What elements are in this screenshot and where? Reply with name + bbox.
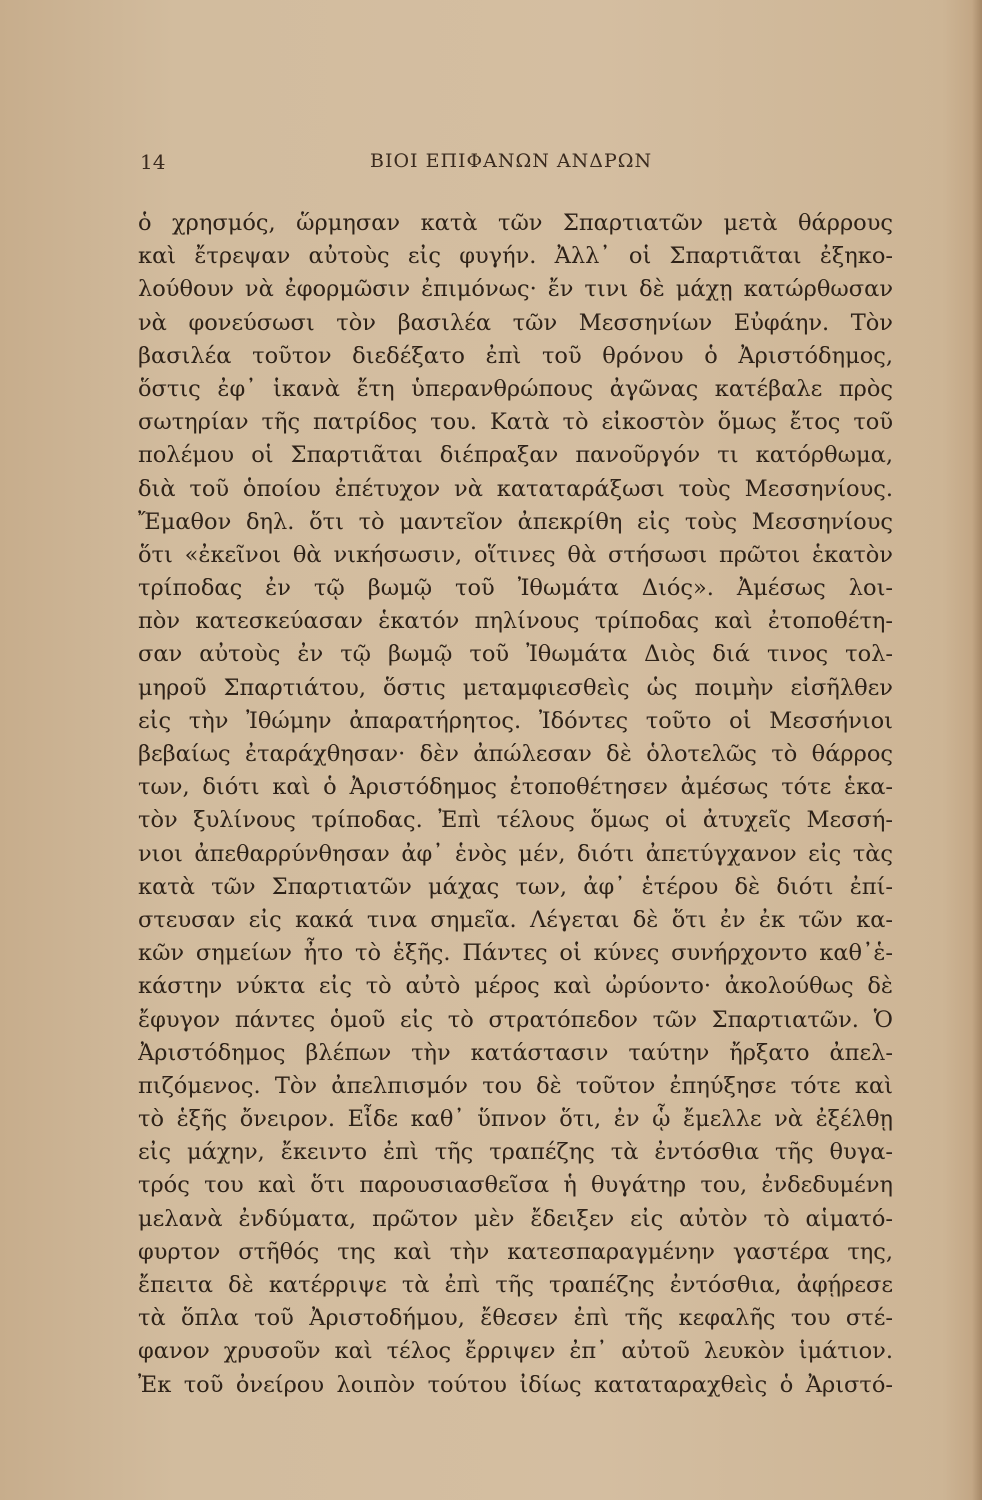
text-line: πολέμου οἱ Σπαρτιᾶται διέπραξαν πανοῦργόν τι κατόρθωμα, bbox=[138, 442, 893, 469]
text-line: κατὰ τῶν Σπαρτιατῶν μάχας των, ἀφ᾽ ἑτέρου δὲ διότι ἐπί- bbox=[138, 873, 893, 900]
text-line: τὸ ἑξῆς ὄνειρον. Εἶδε καθ᾽ ὕπνον ὅτι, ἐν ᾧ ἔμελλε νὰ ἐξέλθῃ bbox=[138, 1106, 893, 1133]
text-line: τρός του καὶ ὅτι παρουσιασθεῖσα ἡ θυγάτηρ του, ἐνδεδυμένη bbox=[138, 1172, 893, 1199]
body-text bbox=[138, 207, 893, 1402]
text-line: Ἐκ τοῦ ὀνείρου λοιπὸν τούτου ἰδίως καταταραχθεὶς ὁ Ἀριστό- bbox=[138, 1371, 893, 1398]
page-header bbox=[140, 150, 880, 180]
text-line: εἰς τὴν Ἰθώμην ἀπαρατήρητος. Ἰδόντες τοῦτο οἱ Μεσσήνιοι bbox=[138, 707, 893, 734]
text-line: μηροῦ Σπαρτιάτου, ὅστις μεταμφιεσθεὶς ὡς ποιμὴν εἰσῆλθεν bbox=[138, 674, 893, 701]
text-line: φυρτον στῆθός της καὶ τὴν κατεσπαραγμένην γαστέρα της, bbox=[138, 1238, 893, 1265]
text-line: μελανὰ ἐνδύματα, πρῶτον μὲν ἔδειξεν εἰς αὐτὸν τὸ αἱματό- bbox=[138, 1205, 893, 1232]
text-line: ὅτι «ἐκεῖνοι θὰ νικήσωσιν, οἵτινες θὰ στήσωσι πρῶτοι ἑκατὸν bbox=[138, 541, 893, 568]
text-line: νὰ φονεύσωσι τὸν βασιλέα τῶν Μεσσηνίων Εὐφάην. Τὸν bbox=[138, 309, 893, 336]
text-line: σαν αὐτοὺς ἐν τῷ βωμῷ τοῦ Ἰθωμάτα Διὸς διά τινος τολ- bbox=[138, 641, 893, 668]
text-line: εἰς μάχην, ἔκειντο ἐπὶ τῆς τραπέζης τὰ ἐντόσθια τῆς θυγα- bbox=[138, 1139, 893, 1166]
running-title: ΒΙΟΙ ΕΠΙΦΑΝΩΝ ΑΝΔΡΩΝ bbox=[370, 150, 653, 172]
text-line: ἔπειτα δὲ κατέρριψε τὰ ἐπὶ τῆς τραπέζης ἐντόσθια, ἀφῄρεσε bbox=[138, 1272, 893, 1298]
text-line: ἔφυγον πάντες ὁμοῦ εἰς τὸ στρατόπεδον τῶν Σπαρτιατῶν. Ὁ bbox=[138, 1006, 893, 1033]
text-line: Ἔμαθον δηλ. ὅτι τὸ μαντεῖον ἀπεκρίθη εἰς τοὺς Μεσσηνίους bbox=[138, 508, 893, 535]
text-line: σωτηρίαν τῆς πατρίδος του. Κατὰ τὸ εἰκοστὸν ὅμως ἔτος τοῦ bbox=[138, 409, 893, 436]
text-line: τρίποδας ἐν τῷ βωμῷ τοῦ Ἰθωμάτα Διός». Ἀμέσως λοι- bbox=[138, 575, 893, 602]
text-line: διὰ τοῦ ὁποίου ἐπέτυχον νὰ καταταράξωσι τοὺς Μεσσηνίους. bbox=[138, 475, 893, 502]
text-line: κάστην νύκτα εἰς τὸ αὐτὸ μέρος καὶ ὠρύοντο· ἀκολούθως δὲ bbox=[138, 973, 893, 1000]
text-line: πὸν κατεσκεύασαν ἑκατόν πηλίνους τρίποδας καὶ ἐτοποθέτη- bbox=[138, 608, 893, 635]
text-line: νιοι ἀπεθαρρύνθησαν ἀφ᾽ ἑνὸς μέν, διότι ἀπετύγχανον εἰς τὰς bbox=[138, 840, 893, 867]
page-number: 14 bbox=[140, 150, 166, 174]
text-line: Ἀριστόδημος βλέπων τὴν κατάστασιν ταύτην ἤρξατο ἀπελ- bbox=[138, 1039, 893, 1066]
text-line: στευσαν εἰς κακά τινα σημεῖα. Λέγεται δὲ ὅτι ἐν ἐκ τῶν κα- bbox=[138, 906, 893, 933]
text-line: κῶν σημείων ἦτο τὸ ἑξῆς. Πάντες οἱ κύνες συνήρχοντο καθ᾽ἑ- bbox=[138, 940, 893, 967]
page-edge-shadow bbox=[972, 0, 982, 1500]
text-line: τὸν ξυλίνους τρίποδας. Ἐπὶ τέλους ὅμως οἱ ἀτυχεῖς Μεσσή- bbox=[138, 807, 893, 834]
text-line: καὶ ἔτρεψαν αὐτοὺς εἰς φυγήν. Ἀλλ᾽ οἱ Σπαρτιᾶται ἐξηκο- bbox=[138, 243, 893, 270]
text-line: βεβαίως ἐταράχθησαν· δὲν ἀπώλεσαν δὲ ὁλοτελῶς τὸ θάρρος bbox=[138, 741, 893, 767]
text-line: λούθουν νὰ ἐφορμῶσιν ἐπιμόνως· ἔν τινι δὲ μάχῃ κατώρθωσαν bbox=[138, 276, 893, 303]
text-line: βασιλέα τοῦτον διεδέξατο ἐπὶ τοῦ θρόνου ὁ Ἀριστόδημος, bbox=[138, 342, 893, 369]
text-line: φανον χρυσοῦν καὶ τέλος ἔρριψεν ἐπ᾽ αὐτοῦ λευκὸν ἱμάτιον. bbox=[138, 1338, 893, 1365]
text-line: ὅστις ἐφ᾽ ἱκανὰ ἔτη ὑπερανθρώπους ἀγῶνας κατέβαλε πρὸς bbox=[138, 375, 893, 402]
text-line: τὰ ὅπλα τοῦ Ἀριστοδήμου, ἔθεσεν ἐπὶ τῆς κεφαλῆς του στέ- bbox=[138, 1305, 893, 1332]
text-line: των, διότι καὶ ὁ Ἀριστόδημος ἐτοποθέτησεν ἀμέσως τότε ἑκα- bbox=[138, 774, 893, 801]
text-line: πιζόμενος. Τὸν ἀπελπισμόν του δὲ τοῦτον ἐπηύξησε τότε καὶ bbox=[138, 1072, 893, 1099]
text-line: ὁ χρησμός, ὥρμησαν κατὰ τῶν Σπαρτιατῶν μετὰ θάρρους bbox=[138, 210, 893, 236]
